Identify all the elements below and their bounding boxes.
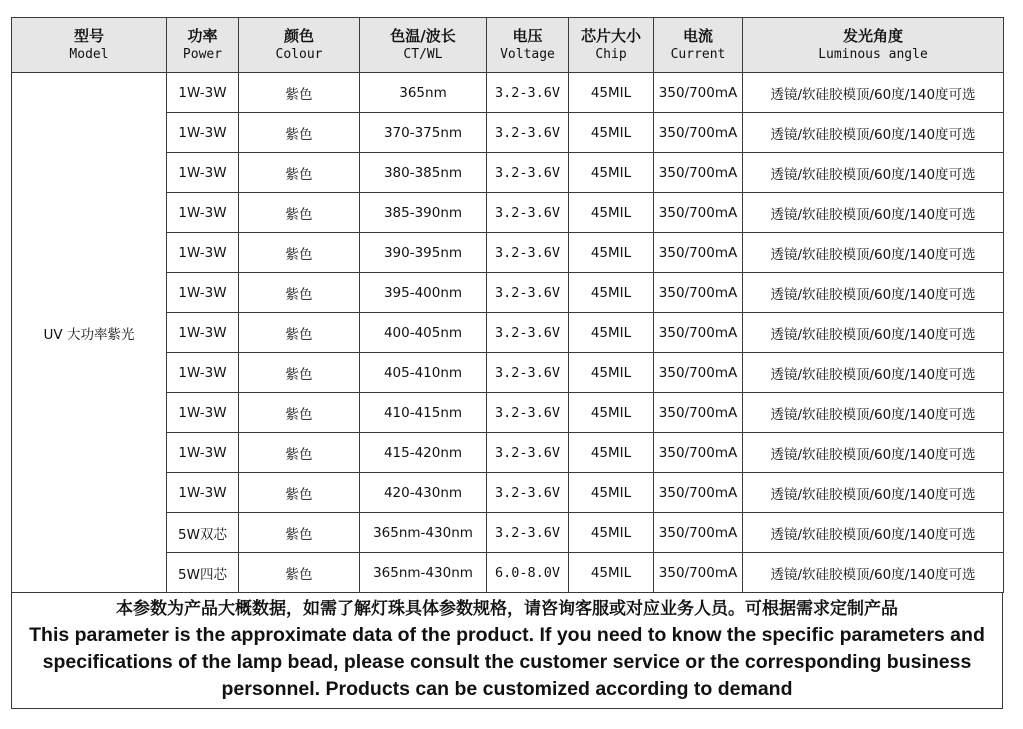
chip-cell: 45MIL — [569, 73, 654, 113]
header-angle-cn: 发光角度 — [842, 27, 903, 45]
power-cell: 1W-3W — [167, 153, 239, 193]
header-current-en: Current — [670, 47, 726, 62]
header-wavelength — [360, 18, 487, 73]
header-current — [654, 18, 743, 73]
chip-cell: 45MIL — [569, 153, 654, 193]
wavelength-cell: 385-390nm — [360, 193, 487, 233]
power-cell: 1W-3W — [167, 433, 239, 473]
chip-cell: 45MIL — [569, 273, 654, 313]
header-voltage-cn: 电压 — [512, 27, 543, 45]
table-row — [12, 73, 1004, 113]
colour-cell: 紫色 — [239, 353, 360, 393]
chip-cell: 45MIL — [569, 393, 654, 433]
colour-cell: 紫色 — [239, 113, 360, 153]
colour-cell: 紫色 — [239, 153, 360, 193]
wavelength-cell: 365nm-430nm — [360, 553, 487, 593]
model-cell: UV 大功率紫光 — [12, 73, 167, 593]
wavelength-cell: 365nm-430nm — [360, 513, 487, 553]
header-voltage — [487, 18, 569, 73]
spec-table — [11, 17, 1004, 593]
header-row — [12, 18, 1004, 73]
current-cell: 350/700mA — [654, 153, 743, 193]
chip-cell: 45MIL — [569, 193, 654, 233]
current-cell: 350/700mA — [654, 73, 743, 113]
angle-cell: 透镜/软硅胶模顶/60度/140度可选 — [743, 433, 1004, 473]
colour-cell: 紫色 — [239, 73, 360, 113]
voltage-cell: 3.2-3.6V — [487, 433, 569, 473]
power-cell: 1W-3W — [167, 233, 239, 273]
header-colour-cn: 颜色 — [283, 27, 314, 45]
voltage-cell: 3.2-3.6V — [487, 73, 569, 113]
colour-cell: 紫色 — [239, 313, 360, 353]
header-colour — [239, 18, 360, 73]
header-angle-en: Luminous angle — [818, 47, 928, 62]
colour-cell: 紫色 — [239, 273, 360, 313]
colour-cell: 紫色 — [239, 473, 360, 513]
voltage-cell: 6.0-8.0V — [487, 553, 569, 593]
angle-cell: 透镜/软硅胶模顶/60度/140度可选 — [743, 473, 1004, 513]
power-cell: 1W-3W — [167, 193, 239, 233]
colour-cell: 紫色 — [239, 393, 360, 433]
header-model-en: Model — [69, 47, 109, 62]
wavelength-cell: 415-420nm — [360, 433, 487, 473]
wavelength-cell: 380-385nm — [360, 153, 487, 193]
header-model-cn: 型号 — [73, 27, 104, 45]
wavelength-cell: 390-395nm — [360, 233, 487, 273]
current-cell: 350/700mA — [654, 433, 743, 473]
header-power — [167, 18, 239, 73]
voltage-cell: 3.2-3.6V — [487, 393, 569, 433]
colour-cell: 紫色 — [239, 433, 360, 473]
power-cell: 1W-3W — [167, 313, 239, 353]
voltage-cell: 3.2-3.6V — [487, 353, 569, 393]
note-box — [11, 593, 1003, 709]
header-colour-en: Colour — [275, 47, 323, 62]
chip-cell: 45MIL — [569, 513, 654, 553]
current-cell: 350/700mA — [654, 353, 743, 393]
wavelength-cell: 395-400nm — [360, 273, 487, 313]
wavelength-cell: 370-375nm — [360, 113, 487, 153]
current-cell: 350/700mA — [654, 113, 743, 153]
header-current-cn: 电流 — [682, 27, 713, 45]
chip-cell: 45MIL — [569, 433, 654, 473]
current-cell: 350/700mA — [654, 193, 743, 233]
header-model — [12, 18, 167, 73]
current-cell: 350/700mA — [654, 273, 743, 313]
voltage-cell: 3.2-3.6V — [487, 513, 569, 553]
header-angle — [743, 18, 1004, 73]
angle-cell: 透镜/软硅胶模顶/60度/140度可选 — [743, 153, 1004, 193]
colour-cell: 紫色 — [239, 233, 360, 273]
power-cell: 1W-3W — [167, 353, 239, 393]
power-cell: 5W四芯 — [167, 553, 239, 593]
power-cell: 1W-3W — [167, 73, 239, 113]
current-cell: 350/700mA — [654, 313, 743, 353]
voltage-cell: 3.2-3.6V — [487, 153, 569, 193]
current-cell: 350/700mA — [654, 513, 743, 553]
wavelength-cell: 400-405nm — [360, 313, 487, 353]
header-chip-en: Chip — [595, 47, 627, 62]
spec-sheet — [11, 17, 1003, 709]
current-cell: 350/700mA — [654, 393, 743, 433]
colour-cell: 紫色 — [239, 553, 360, 593]
power-cell: 1W-3W — [167, 393, 239, 433]
angle-cell: 透镜/软硅胶模顶/60度/140度可选 — [743, 393, 1004, 433]
chip-cell: 45MIL — [569, 113, 654, 153]
power-cell: 1W-3W — [167, 473, 239, 513]
wavelength-cell: 405-410nm — [360, 353, 487, 393]
header-power-cn: 功率 — [187, 27, 218, 45]
voltage-cell: 3.2-3.6V — [487, 233, 569, 273]
wavelength-cell: 365nm — [360, 73, 487, 113]
note-chinese: 本参数为产品大概数据，如需了解灯珠具体参数规格，请咨询客服或对应业务人员。可根据需求定制产品 — [116, 599, 898, 619]
header-wavelength-cn: 色温/波长 — [390, 27, 456, 45]
voltage-cell: 3.2-3.6V — [487, 113, 569, 153]
header-chip — [569, 18, 654, 73]
current-cell: 350/700mA — [654, 233, 743, 273]
current-cell: 350/700mA — [654, 473, 743, 513]
voltage-cell: 3.2-3.6V — [487, 313, 569, 353]
voltage-cell: 3.2-3.6V — [487, 473, 569, 513]
chip-cell: 45MIL — [569, 233, 654, 273]
voltage-cell: 3.2-3.6V — [487, 193, 569, 233]
power-cell: 1W-3W — [167, 113, 239, 153]
header-power-en: Power — [182, 47, 223, 62]
colour-cell: 紫色 — [239, 513, 360, 553]
angle-cell: 透镜/软硅胶模顶/60度/140度可选 — [743, 513, 1004, 553]
angle-cell: 透镜/软硅胶模顶/60度/140度可选 — [743, 193, 1004, 233]
header-wavelength-en: CT/WL — [403, 47, 443, 62]
chip-cell: 45MIL — [569, 313, 654, 353]
angle-cell: 透镜/软硅胶模顶/60度/140度可选 — [743, 233, 1004, 273]
angle-cell: 透镜/软硅胶模顶/60度/140度可选 — [743, 113, 1004, 153]
power-cell: 1W-3W — [167, 273, 239, 313]
note-english: This parameter is the approximate data of the product. If you need to know the specific parameters and specifications of the lamp bead, please consult the customer service or the corresponding business personnel. Products can be customized according to demand — [29, 624, 985, 700]
chip-cell: 45MIL — [569, 353, 654, 393]
wavelength-cell: 410-415nm — [360, 393, 487, 433]
header-chip-cn: 芯片大小 — [580, 27, 641, 45]
header-voltage-en: Voltage — [500, 47, 555, 62]
angle-cell: 透镜/软硅胶模顶/60度/140度可选 — [743, 313, 1004, 353]
wavelength-cell: 420-430nm — [360, 473, 487, 513]
colour-cell: 紫色 — [239, 193, 360, 233]
current-cell: 350/700mA — [654, 553, 743, 593]
voltage-cell: 3.2-3.6V — [487, 273, 569, 313]
table-body — [12, 73, 1004, 593]
power-cell: 5W双芯 — [167, 513, 239, 553]
angle-cell: 透镜/软硅胶模顶/60度/140度可选 — [743, 353, 1004, 393]
chip-cell: 45MIL — [569, 473, 654, 513]
angle-cell: 透镜/软硅胶模顶/60度/140度可选 — [743, 273, 1004, 313]
angle-cell: 透镜/软硅胶模顶/60度/140度可选 — [743, 553, 1004, 593]
angle-cell: 透镜/软硅胶模顶/60度/140度可选 — [743, 73, 1004, 113]
chip-cell: 45MIL — [569, 553, 654, 593]
